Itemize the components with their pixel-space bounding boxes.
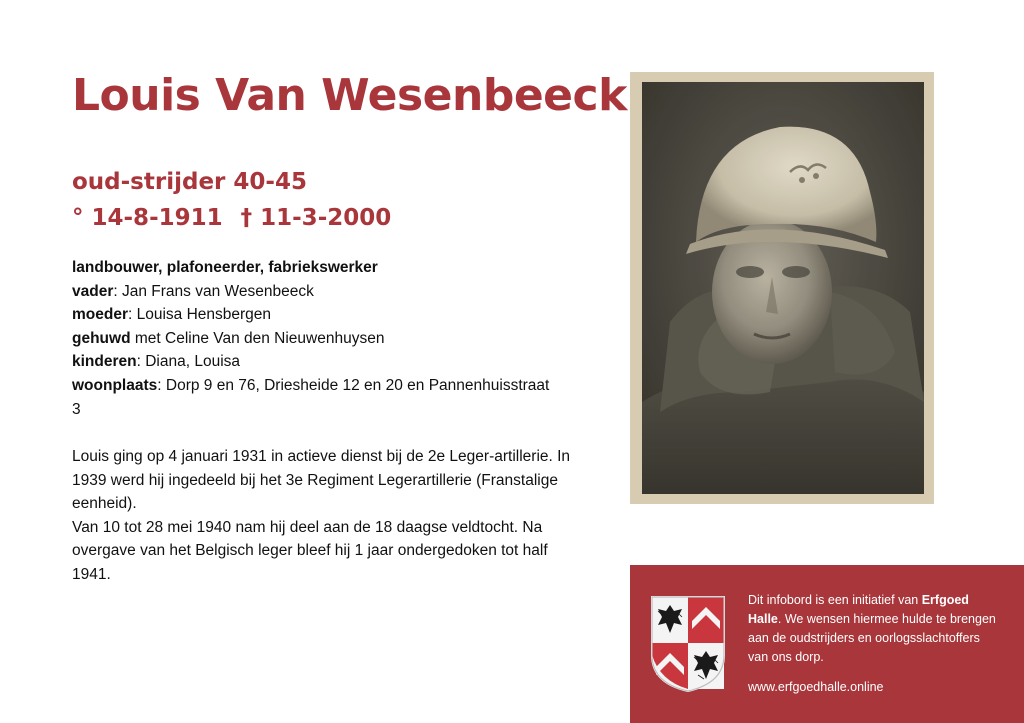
fact-label: vader: [72, 282, 114, 300]
fact-children: [72, 350, 552, 374]
fact-label: moeder: [72, 306, 128, 324]
coat-of-arms-icon: [648, 593, 728, 693]
fact-father: [72, 280, 552, 304]
fact-value: : Dorp 9 en 76, Driesheide 12 en 20 en Pannenhuisstraat 3: [72, 376, 550, 418]
biographical-facts: [72, 256, 552, 421]
role-subtitle: oud-strijder 40-45: [72, 169, 307, 195]
story-paragraph: Louis ging op 4 januari 1931 in actieve dienst bij de 2e Leger-artillerie. In 1939 werd hij ingedeeld bij het 3e Regiment Legerartillerie (Franstalige eenheid).: [72, 448, 571, 513]
fact-married: [72, 327, 552, 351]
fact-value: : Jan Frans van Wesenbeeck: [113, 282, 314, 300]
fact-value: met Celine Van den Nieuwenhuysen: [130, 329, 385, 347]
fact-value: : Louisa Hensbergen: [128, 306, 272, 324]
initiative-dedication: . We wensen hiermee hulde te brengen aan de oudstrijders en oorlogsslachtoffers van ons dorp.: [748, 612, 996, 664]
initiative-text: [748, 591, 998, 667]
story-paragraph: Van 10 tot 28 mei 1940 nam hij deel aan de 18 daagse veldtocht. Na overgave van het Belgisch leger bleef hij 1 jaar ondergedoken tot half 1941.: [72, 518, 548, 583]
organization-name: Erfgoed Halle: [748, 593, 969, 626]
initiative-panel: [630, 565, 1024, 723]
fact-label: woonplaats: [72, 376, 158, 394]
fact-value: : Diana, Louisa: [136, 353, 241, 371]
fact-label: gehuwd: [72, 329, 131, 347]
life-dates: [72, 200, 391, 236]
biography-text: [72, 445, 572, 587]
fact-label: kinderen: [72, 353, 137, 371]
fact-mother: [72, 303, 552, 327]
death-date: † 11-3-2000: [240, 205, 392, 231]
occupation: landbouwer, plafoneerder, fabriekswerker: [72, 259, 378, 276]
birth-date: ° 14-8-1911: [72, 205, 223, 231]
subtitle-block: [72, 164, 391, 236]
initiative-intro: Dit infobord is een initiatief van: [748, 593, 922, 607]
page-title: Louis Van Wesenbeeck: [72, 70, 627, 121]
portrait-image: [630, 72, 934, 504]
website-link[interactable]: www.erfgoedhalle.online: [748, 680, 884, 694]
soldier-portrait-photo: [630, 72, 934, 504]
fact-residence: [72, 374, 552, 421]
